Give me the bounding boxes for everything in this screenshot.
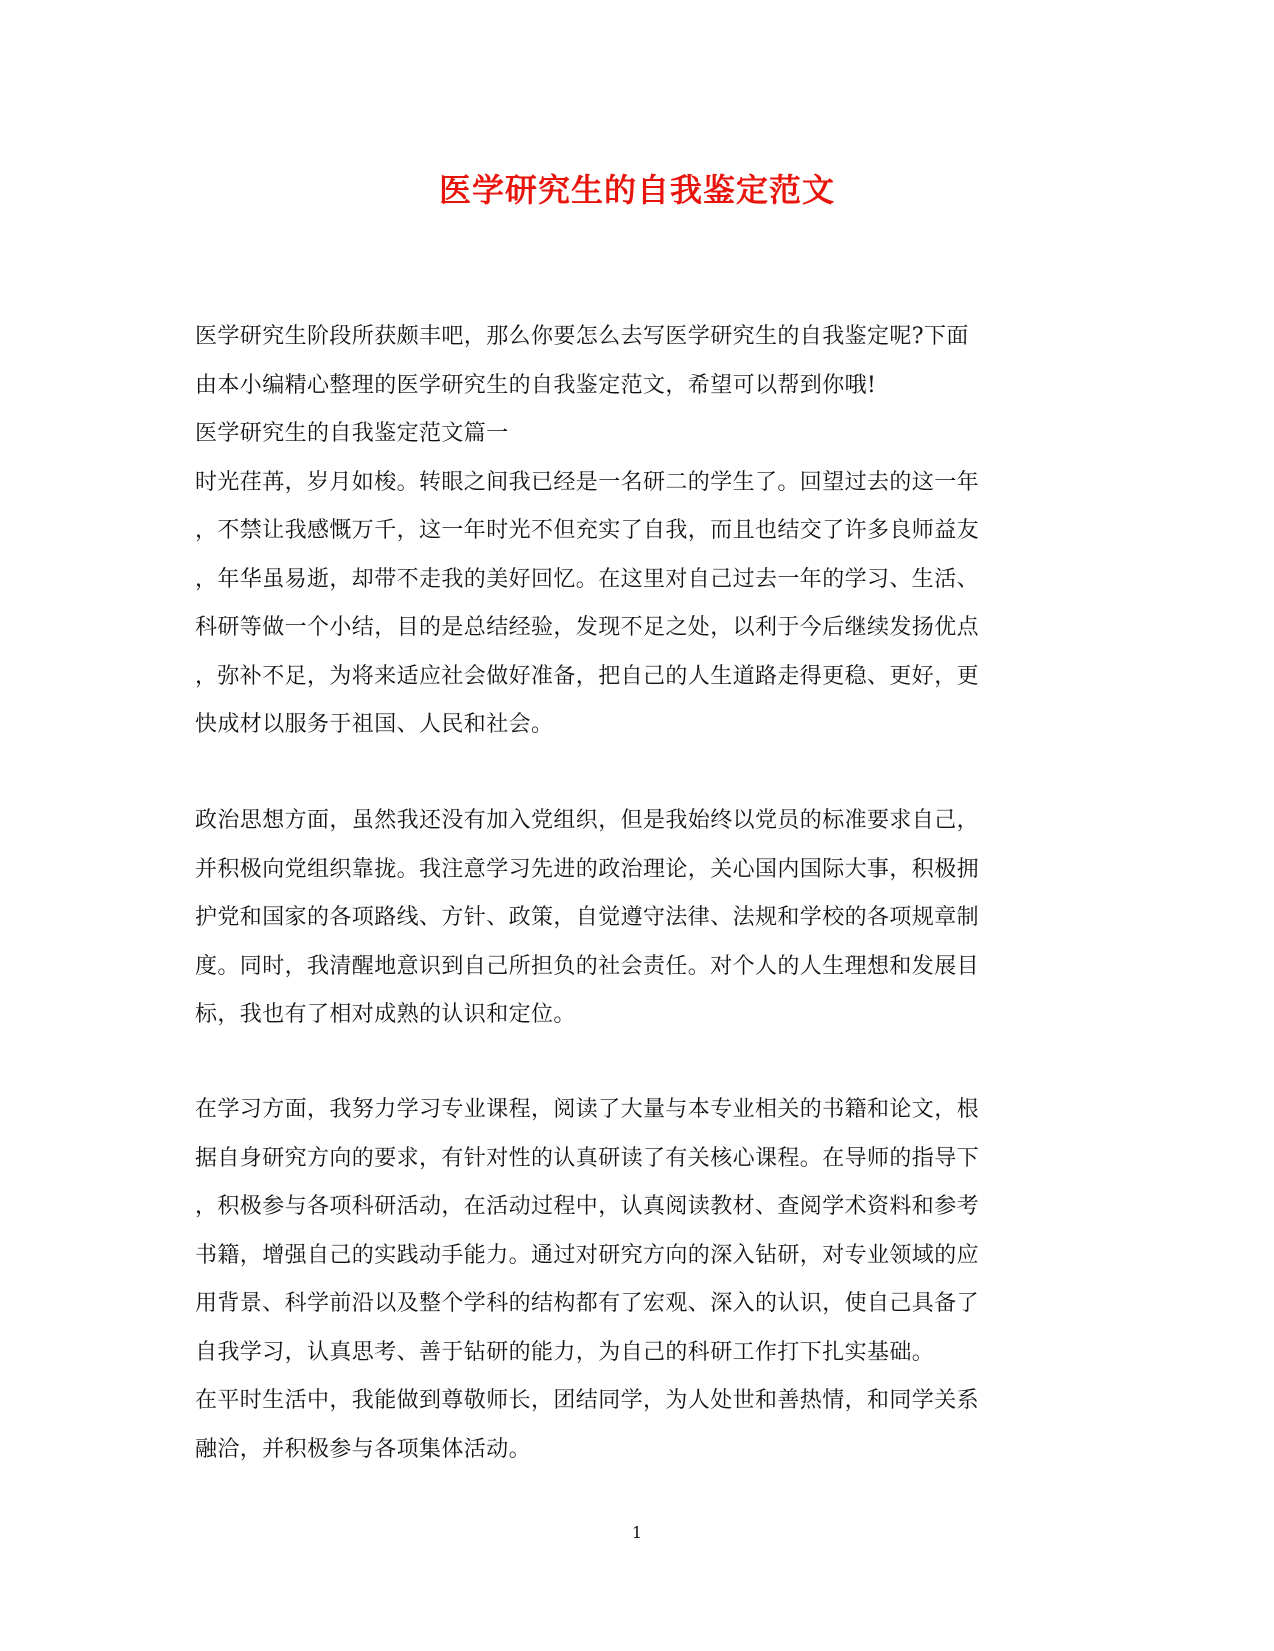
text-line: ，弥补不足，为将来适应社会做好准备，把自己的人生道路走得更稳、更好，更 (195, 663, 980, 689)
section-heading: 医学研究生的自我鉴定范文篇一 (195, 421, 509, 446)
text-line: ，年华虽易逝，却带不走我的美好回忆。在这里对自己过去一年的学习、生活、 (195, 566, 980, 592)
text-line: 据自身研究方向的要求，有针对性的认真研读了有关核心课程。在导师的指导下 (195, 1145, 980, 1171)
text-line: 在平时生活中，我能做到尊敬师长，团结同学，为人处世和善热情，和同学关系 (195, 1388, 980, 1413)
intro-section (195, 313, 1085, 750)
text-line: 用背景、科学前沿以及整个学科的结构都有了宏观、深入的认识，使自己具备了 (195, 1291, 980, 1316)
document-title: 医学研究生的自我鉴定范文 (438, 171, 835, 209)
text-line: 科研等做一个小结，目的是总结经验，发现不足之处，以利于今后继续发扬优点 (195, 615, 980, 640)
text-line: 政治思想方面，虽然我还没有加入党组织，但是我始终以党员的标准要求自己， (195, 808, 980, 833)
text-line: 并积极向党组织靠拢。我注意学习先进的政治理论，关心国内国际大事，积极拥 (195, 856, 980, 882)
text-line: 标，我也有了相对成熟的认识和定位。 (195, 1002, 576, 1027)
text-line: 度。同时，我清醒地意识到自己所担负的社会责任。对个人的人生理想和发展目 (195, 953, 980, 979)
text-line: 自我学习，认真思考、善于钻研的能力，为自己的科研工作打下扎实基础。 (195, 1339, 935, 1365)
study-paragraph (195, 1086, 1085, 1474)
text-line: 时光荏苒，岁月如梭。转眼之间我已经是一名研二的学生了。回望过去的这一年 (195, 469, 980, 495)
politics-paragraph (195, 797, 1085, 1040)
text-line: 融洽，并积极参与各项集体活动。 (195, 1436, 532, 1462)
text-line: 在学习方面，我努力学习专业课程，阅读了大量与本专业相关的书籍和论文，根 (195, 1097, 980, 1122)
text-line: 快成材以服务于祖国、人民和社会。 (195, 712, 554, 737)
text-line: ，不禁让我感慨万千，这一年时光不但充实了自我，而且也结交了许多良师益友 (195, 518, 980, 543)
text-line: 医学研究生阶段所获颇丰吧，那么你要怎么去写医学研究生的自我鉴定呢?下面 (195, 324, 969, 349)
text-line: 护党和国家的各项路线、方针、政策，自觉遵守法律、法规和学校的各项规章制 (195, 905, 980, 930)
text-line: 书籍，增强自己的实践动手能力。通过对研究方向的深入钻研，对专业领域的应 (195, 1242, 980, 1268)
text-line: ，积极参与各项科研活动，在活动过程中，认真阅读教材、查阅学术资料和参考 (195, 1194, 980, 1219)
page-number: 1 (631, 1523, 643, 1542)
text-line: 由本小编精心整理的医学研究生的自我鉴定范文，希望可以帮到你哦! (195, 372, 877, 398)
